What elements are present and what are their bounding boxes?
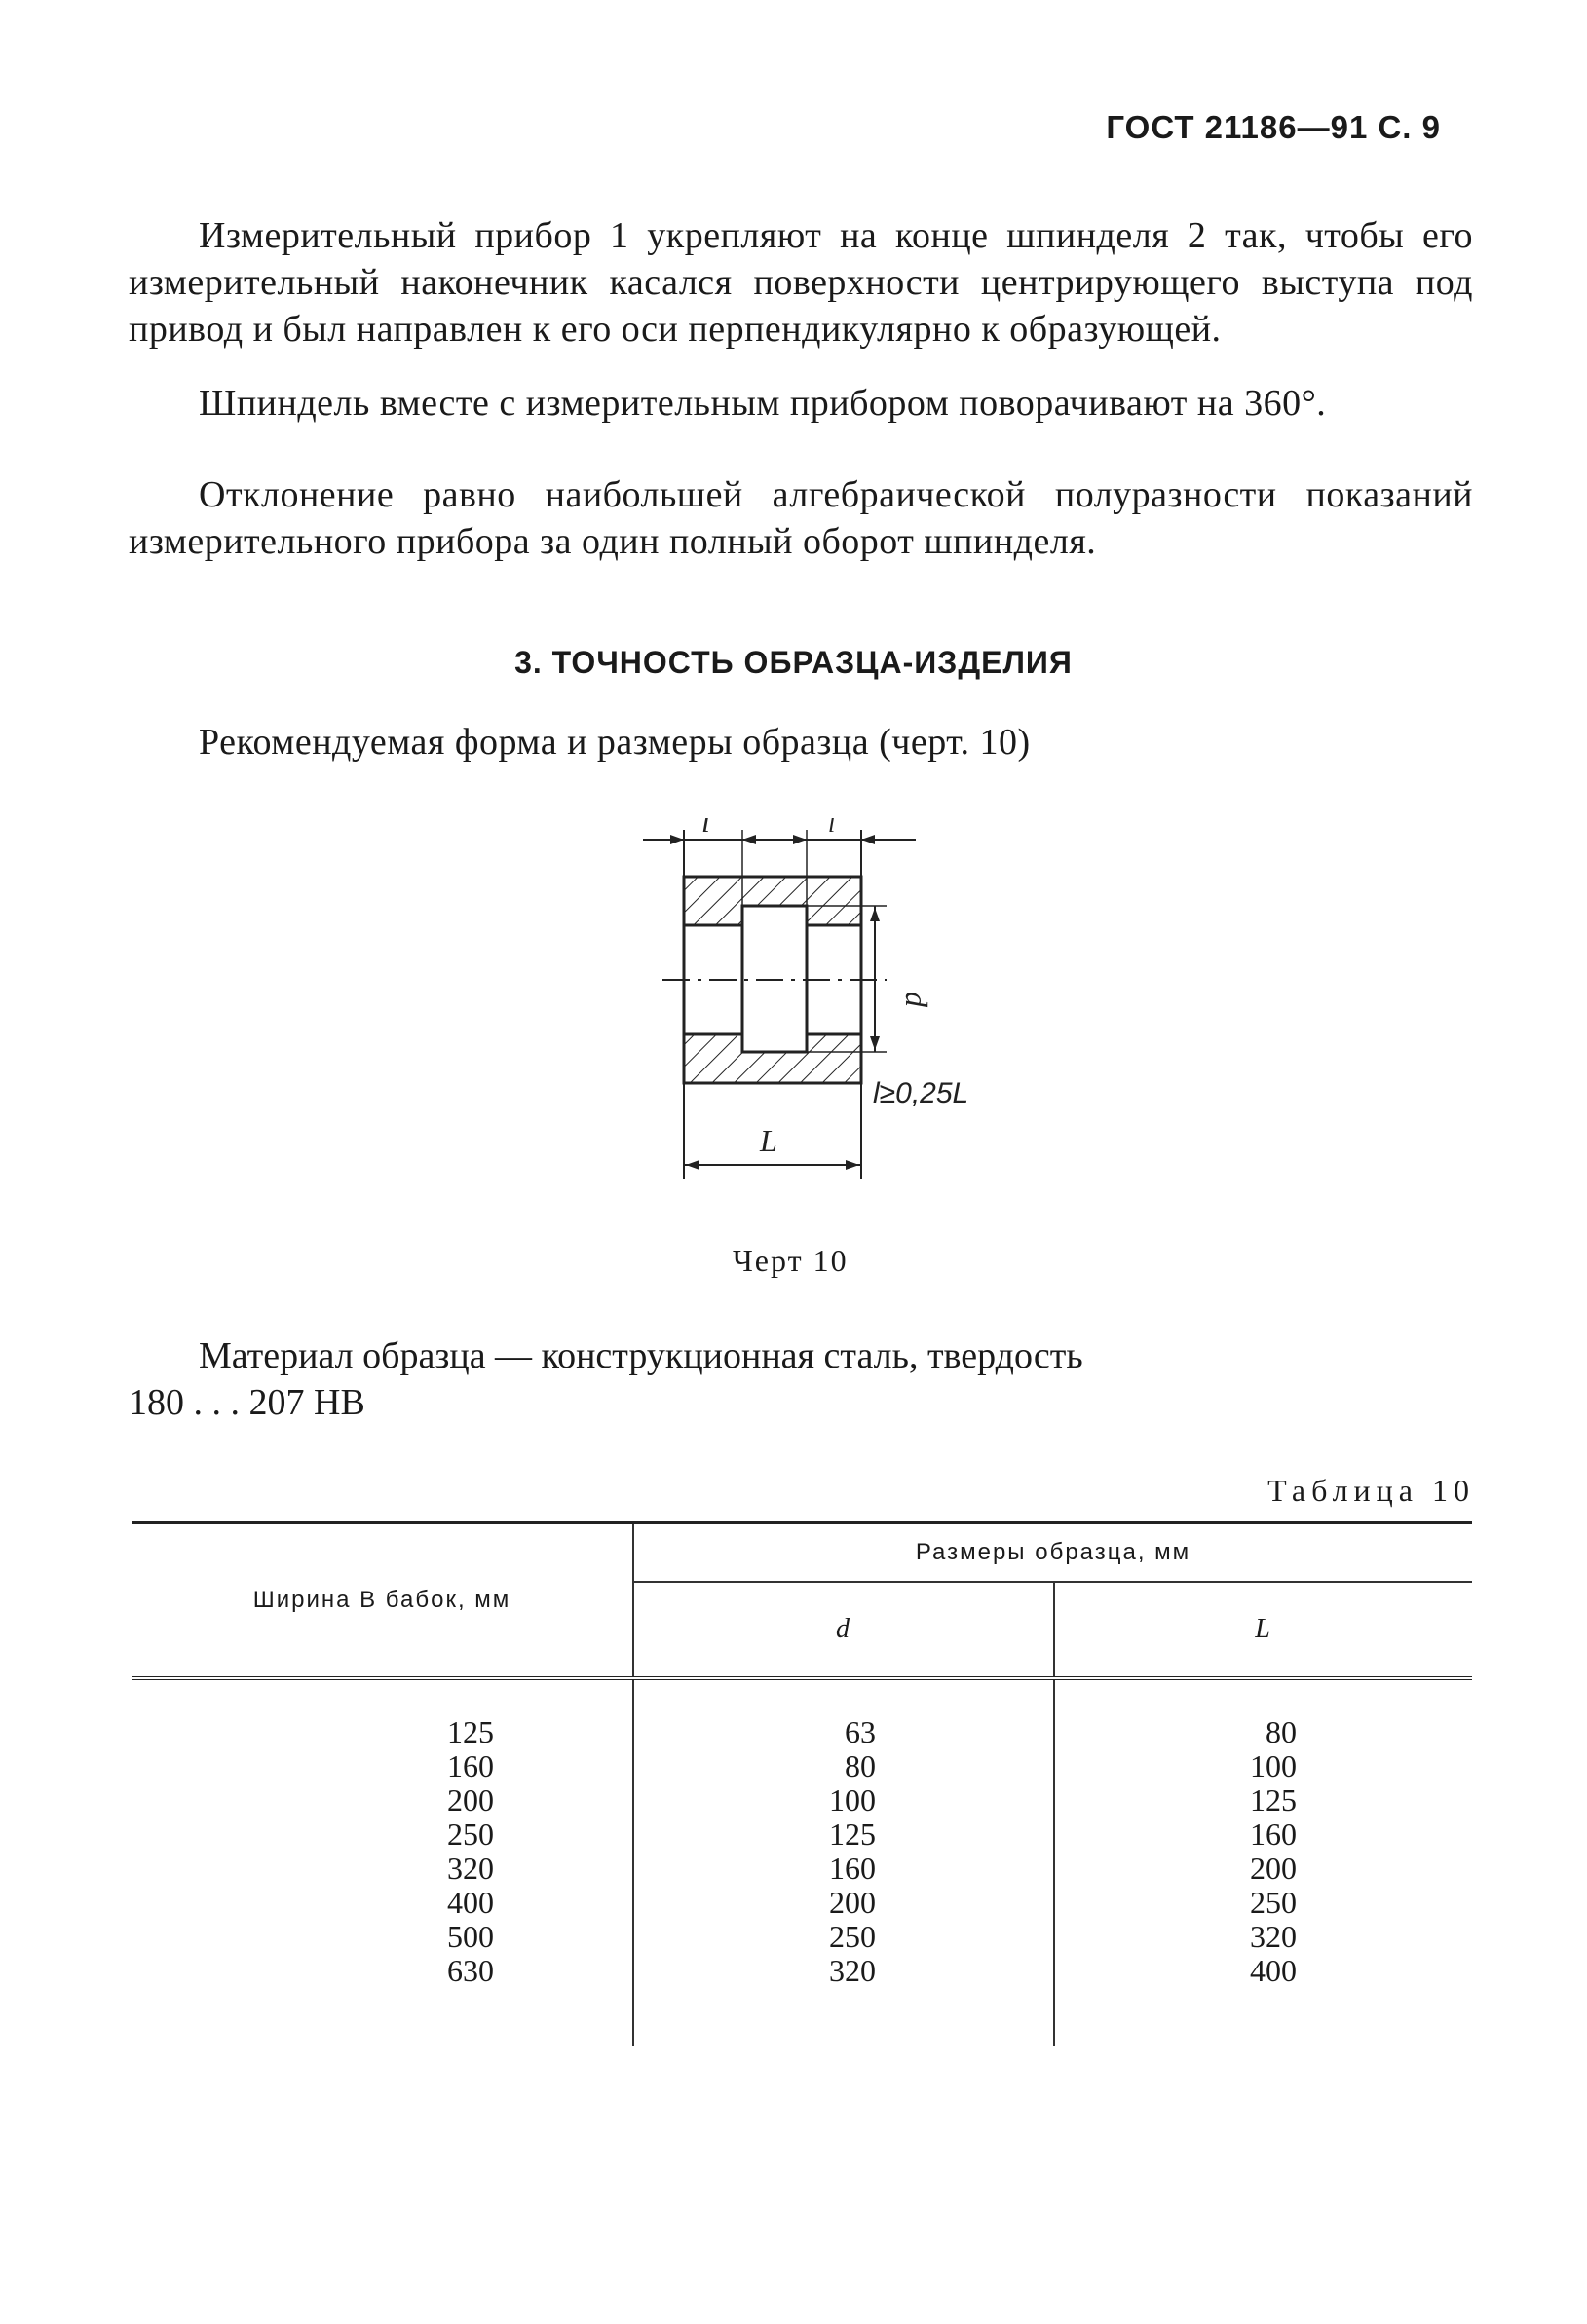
table-caption: Таблица 10 xyxy=(1267,1473,1475,1508)
material-text xyxy=(129,1332,1395,1426)
arrow-mid-r xyxy=(793,835,807,844)
table-cell: 400 xyxy=(447,1885,494,1920)
table-cell: 160 xyxy=(1250,1817,1297,1852)
material-line-1: Материал образца — конструкционная сталь, твердость xyxy=(199,1335,1083,1376)
paragraph-deviation: Отклонение равно наибольшей алгебраической полуразности показаний измерительного прибора за один полный оборот шпинделя. xyxy=(129,474,1473,562)
table-cell: 160 xyxy=(447,1748,494,1783)
table-cell: 630 xyxy=(447,1953,494,1988)
table-cell: 125 xyxy=(829,1817,876,1852)
label-L: L xyxy=(760,1123,777,1158)
table-cell: 320 xyxy=(447,1851,494,1886)
specimen-drawing xyxy=(623,818,1052,1203)
table-cell: 320 xyxy=(829,1953,876,1988)
table-cell: 250 xyxy=(1250,1885,1297,1920)
figure-caption: Черт 10 xyxy=(733,1243,849,1278)
material-line-2: 180 . . . 207 HB xyxy=(129,1382,365,1423)
arrow-right-l xyxy=(861,835,875,844)
specimen-size-table xyxy=(132,1521,1472,2046)
label-l-left: l xyxy=(701,818,710,839)
table-cell: 200 xyxy=(829,1885,876,1920)
ratio-note: l≥0,25L xyxy=(873,1077,969,1109)
table-cell: 80 xyxy=(1266,1714,1297,1749)
table-cell: 500 xyxy=(447,1919,494,1954)
section-title: 3. ТОЧНОСТЬ ОБРАЗЦА-ИЗДЕЛИЯ xyxy=(514,645,1073,680)
label-l-right: l xyxy=(828,818,836,838)
table-cell: 80 xyxy=(845,1748,876,1783)
column-b-values xyxy=(132,1678,633,2046)
table-cell: 100 xyxy=(829,1782,876,1818)
table-cell: 100 xyxy=(1250,1748,1297,1783)
table-body xyxy=(132,1678,1472,2046)
paragraph-measuring-device: Измерительный прибор 1 укрепляют на конце шпинделя 2 так, чтобы его измерительный наконечник касался поверхности центрирующего выступа под привод и был направлен к его оси перпендикулярно к образующей. xyxy=(129,215,1473,350)
label-d: d xyxy=(899,992,934,1007)
table-cell: 400 xyxy=(1250,1953,1297,1988)
column-group-header: Размеры образца, мм xyxy=(633,1523,1472,1583)
table-cell: 63 xyxy=(845,1714,876,1749)
table-cell: 125 xyxy=(447,1714,494,1749)
column-L-values xyxy=(1054,1678,1472,2046)
table-cell: 200 xyxy=(447,1782,494,1818)
page-header: ГОСТ 21186—91 С. 9 xyxy=(1106,109,1441,145)
table-cell: 160 xyxy=(829,1851,876,1886)
column-header-d: d xyxy=(633,1582,1054,1678)
specimen-drawing-svg xyxy=(623,818,1052,1198)
table-cell: 250 xyxy=(447,1817,494,1852)
arrow-left-l xyxy=(670,835,684,844)
arrow-mid-l xyxy=(742,835,756,844)
column-header-L: L xyxy=(1054,1582,1472,1678)
table-cell: 200 xyxy=(1250,1851,1297,1886)
column-d-values xyxy=(633,1678,1054,2046)
recommendation-line: Рекомендуемая форма и размеры образца (черт. 10) xyxy=(199,722,1031,763)
column-header-width: Ширина B бабок, мм xyxy=(252,1587,511,1613)
table-cell: 320 xyxy=(1250,1919,1297,1954)
table-cell: 125 xyxy=(1250,1782,1297,1818)
table-cell: 250 xyxy=(829,1919,876,1954)
paragraph-spindle-rotation: Шпиндель вместе с измерительным прибором поворачивают на 360°. xyxy=(199,383,1327,424)
